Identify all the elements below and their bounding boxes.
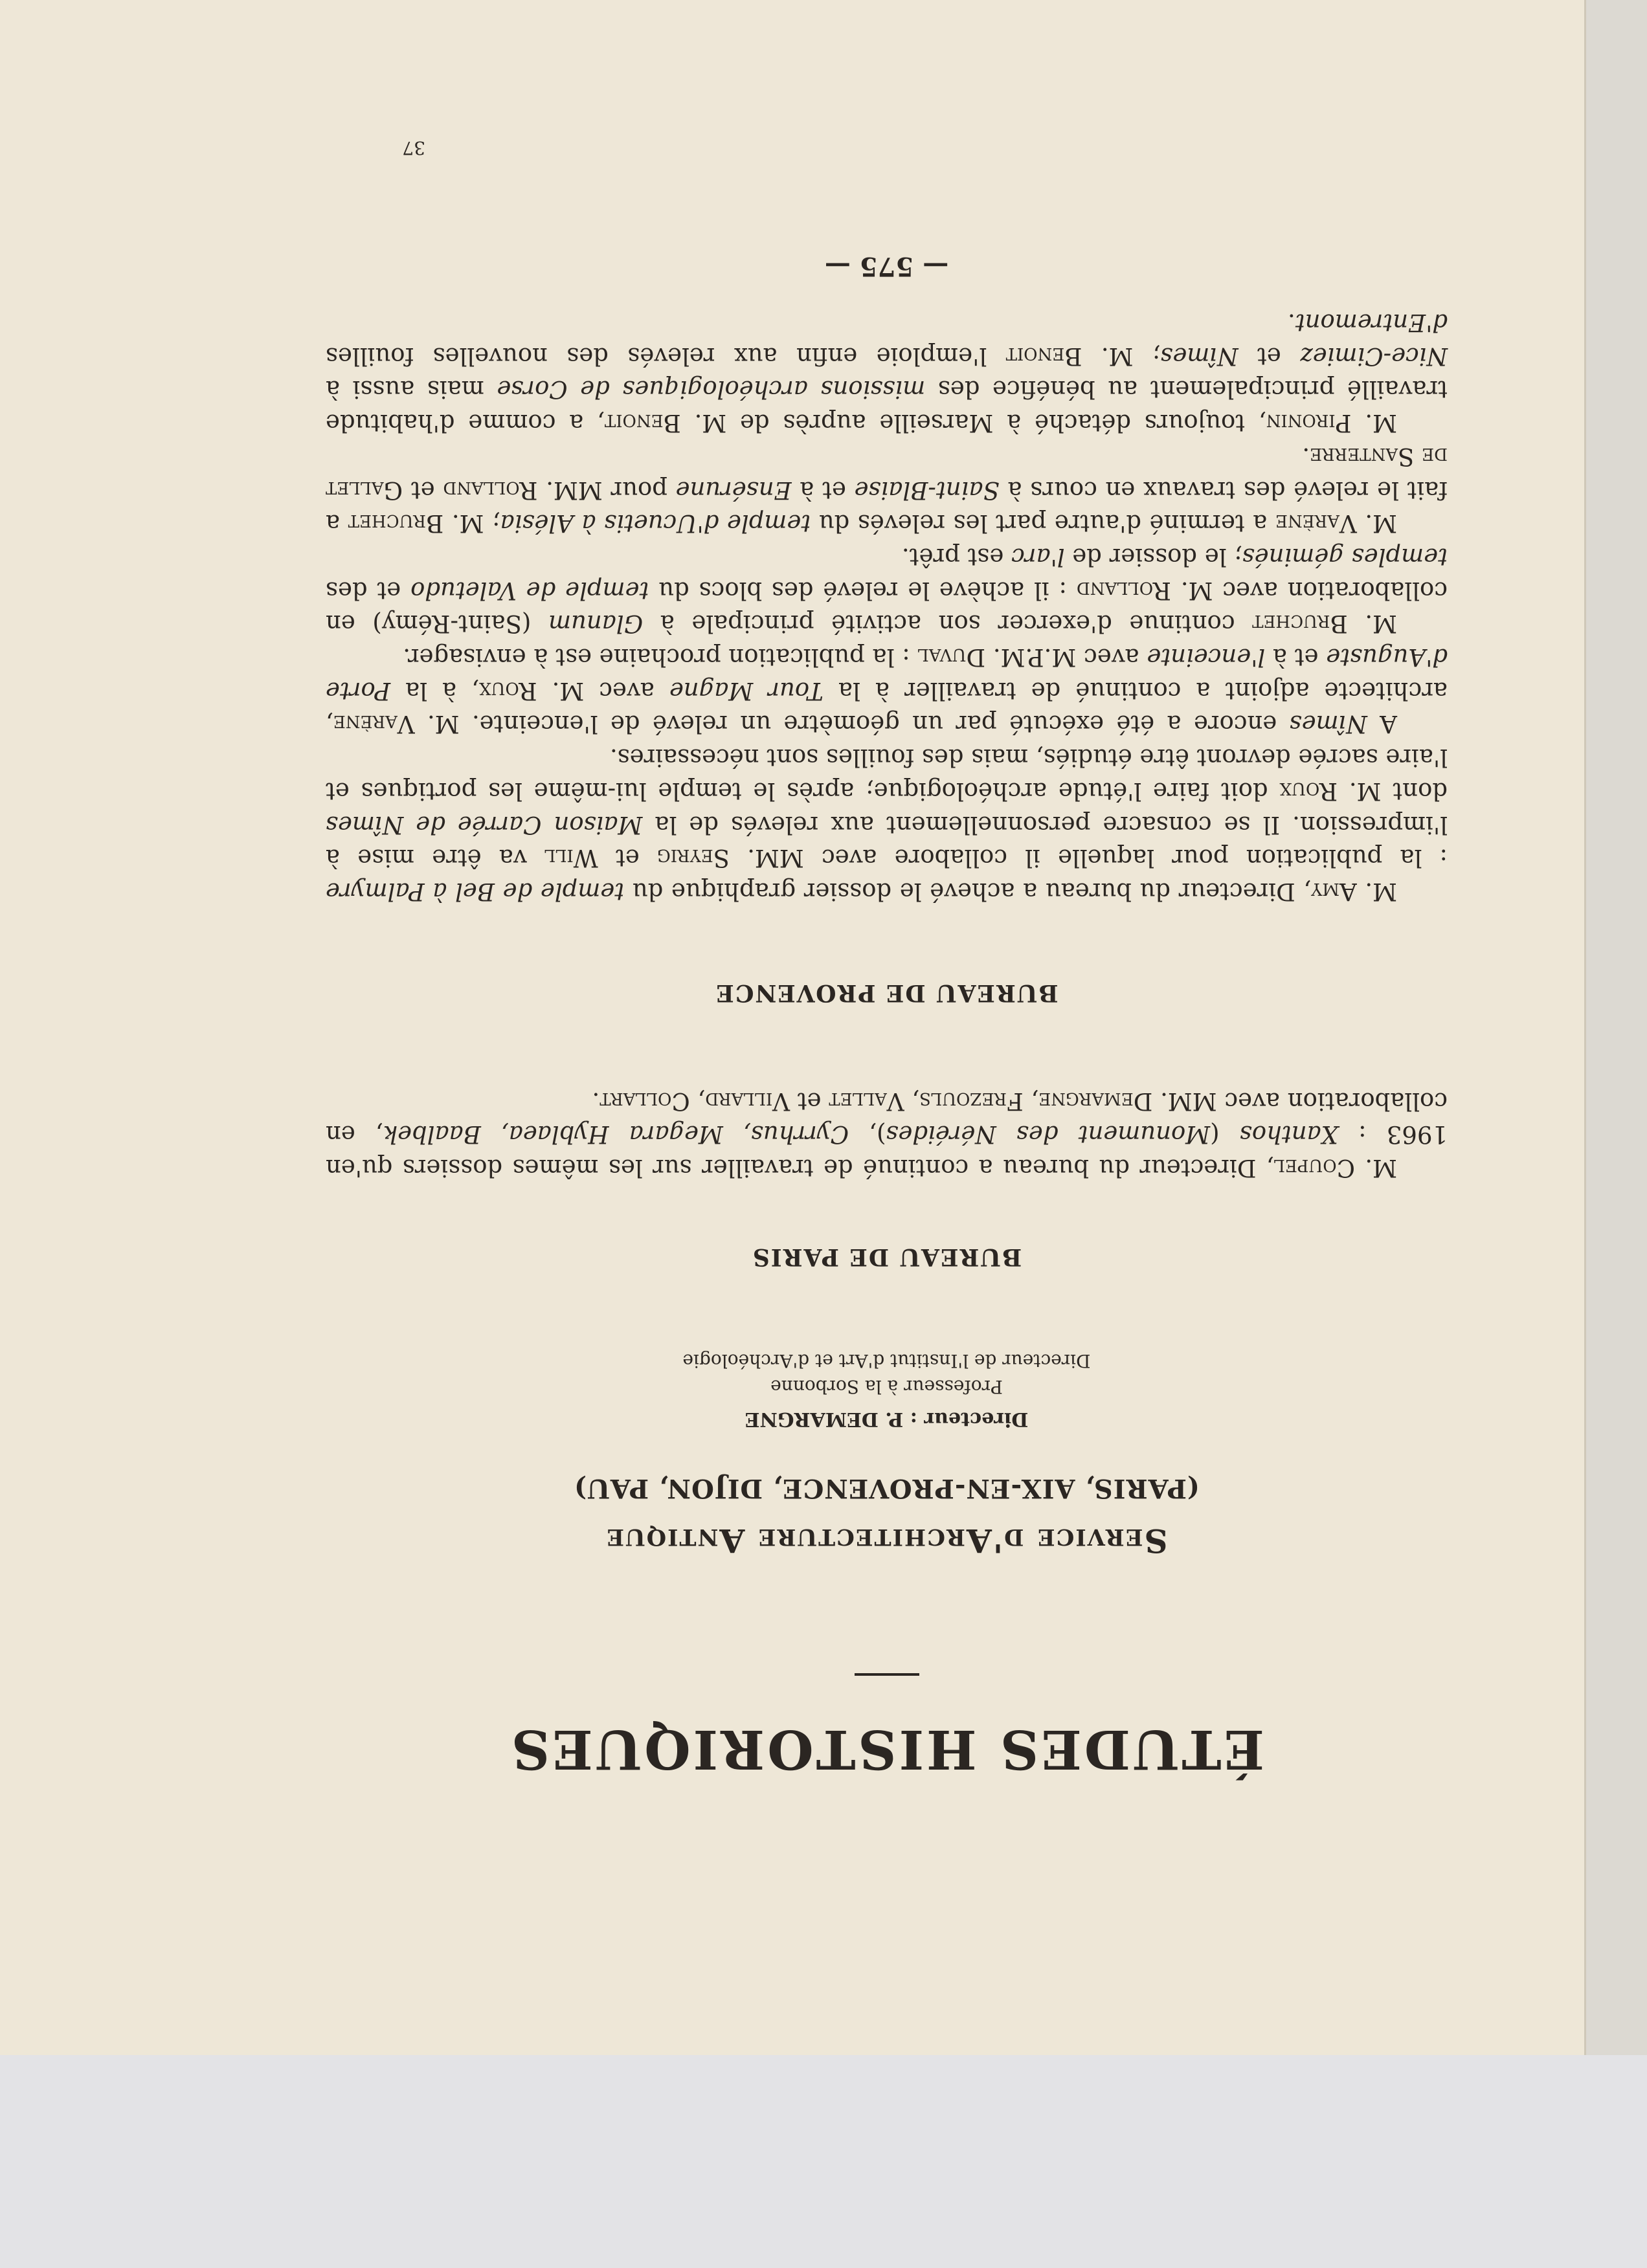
person-name: Will bbox=[544, 844, 598, 873]
person-name: Roux bbox=[1279, 777, 1338, 805]
provence-section bbox=[326, 306, 1448, 908]
text-run: , architecte adjoint a continué de travailler à la bbox=[326, 676, 1448, 739]
text-run: . bbox=[592, 1087, 600, 1115]
site-name: l'arc bbox=[1011, 542, 1065, 571]
site-name: Maison Carrée de Nîmes bbox=[326, 810, 643, 839]
site-name: Porte d'Auguste bbox=[325, 643, 1448, 705]
paragraph bbox=[326, 439, 1448, 540]
person-name: Duval bbox=[917, 643, 986, 672]
scanner-margin bbox=[1584, 0, 1647, 2055]
site-name: temples géminés bbox=[1242, 542, 1448, 571]
text-run: A bbox=[1367, 710, 1397, 739]
person-name: Benoit bbox=[1005, 342, 1082, 370]
text-run: et des bbox=[325, 576, 411, 605]
site-name: Ensérune bbox=[675, 476, 792, 504]
site-name: temple d'Ucuetis à Alésia bbox=[500, 509, 811, 538]
text-run: pour MM. bbox=[537, 476, 676, 504]
site-name: Tour Magne bbox=[669, 676, 824, 705]
text-run: ; M. bbox=[443, 509, 500, 538]
text-run: et à bbox=[791, 476, 855, 504]
text-run: . bbox=[1288, 309, 1295, 337]
person-name: Rolland bbox=[1076, 576, 1171, 605]
title-rule bbox=[855, 1673, 919, 1676]
text-run: l'emploie enfin aux relevés des nouvelles fouilles bbox=[326, 342, 1006, 370]
page-title: ÉTUDES HISTORIQUES bbox=[508, 1718, 1265, 1780]
site-name: Xanthos bbox=[1239, 1120, 1338, 1149]
text-run: M. bbox=[1356, 509, 1397, 538]
site-name: l'enceinte bbox=[1147, 643, 1266, 672]
text-run: est prêt. bbox=[901, 542, 1012, 571]
text-run: , Directeur du bureau a continué de travailler sur les mêmes dossiers qu'en 1963 : bbox=[326, 1120, 1448, 1182]
paragraph bbox=[326, 740, 1448, 908]
text-run: a fait le relevé des travaux en cours à bbox=[326, 476, 1448, 538]
page-number: — 575 — bbox=[824, 251, 949, 282]
site-name: Saint-Blaise bbox=[854, 476, 1000, 504]
text-run: , toujours détaché à Marseille auprès de M. bbox=[680, 409, 1266, 438]
text-run: va être mise à l'impression. Il se consacre personnellement aux relevés de la bbox=[325, 810, 1448, 873]
person-name: Benoit bbox=[604, 409, 681, 438]
text-run: et bbox=[403, 476, 443, 504]
text-run: et à bbox=[1265, 643, 1327, 672]
text-run: : il achève le relevé des blocs du bbox=[649, 576, 1077, 605]
person-name: Bruchet bbox=[1252, 610, 1348, 638]
text-run: mais aussi à bbox=[326, 375, 497, 404]
text-run: avec M.P.M. bbox=[985, 643, 1147, 672]
text-run: dont M. bbox=[1338, 777, 1448, 805]
site-name: Nîmes bbox=[1160, 342, 1238, 370]
text-run: continue d'exercer son activité principale à bbox=[643, 610, 1253, 638]
director-title-1: Professeur à la Sorbonne bbox=[770, 1376, 1003, 1397]
text-run: , à la bbox=[390, 676, 479, 705]
text-run: et bbox=[598, 844, 657, 873]
paragraph bbox=[326, 540, 1448, 640]
text-run: et bbox=[1238, 342, 1301, 370]
site-name: d'Entremont bbox=[1295, 309, 1448, 337]
paris-section bbox=[326, 1084, 1448, 1184]
text-run: M. bbox=[1347, 610, 1397, 638]
service-cities: (PARIS, AIX-EN-PROVENCE, DIJON, PAU) bbox=[574, 1473, 1200, 1504]
person-name: Roux bbox=[478, 676, 537, 705]
text-run: ), bbox=[849, 1120, 886, 1149]
text-run: doit faire l'étude archéologique; après le temple lui-même les portiques et l'aire sacrée devront être étudiés, mais des fouilles sont nécessaires. bbox=[326, 744, 1448, 805]
service-heading: Service d'Architecture Antique bbox=[605, 1522, 1168, 1560]
site-name: missions archéologiques de Corse bbox=[497, 375, 926, 404]
site-name: Cyrrhus, Megara Hyblaea, Baalbek bbox=[383, 1120, 849, 1149]
person-name: Amy bbox=[1311, 878, 1357, 906]
text-run: , a comme d'habitude travaillé principalement au bénéfice des bbox=[326, 375, 1448, 438]
text-run: : la publication pour laquelle il collabore avec MM. bbox=[730, 844, 1448, 873]
person-name: Seyrig bbox=[656, 844, 730, 873]
text-run: . bbox=[1302, 442, 1310, 471]
site-name: Monument des Néréides bbox=[886, 1120, 1211, 1149]
director-title-2: Directeur de l'Institut d'Art et d'Archéologie bbox=[682, 1350, 1091, 1372]
text-run: ; M. bbox=[1082, 342, 1161, 370]
text-run: , en collaboration avec MM. bbox=[326, 1087, 1448, 1149]
person-name: Pironin bbox=[1266, 409, 1352, 438]
text-run: , Directeur du bureau a achevé le dossier graphique du bbox=[624, 878, 1312, 906]
person-name: Gallet de Santerre bbox=[325, 442, 1448, 504]
person-name: Demargne, Frezouls, Vallet bbox=[829, 1087, 1153, 1115]
text-run: avec M. bbox=[537, 676, 669, 705]
person-name: Varène bbox=[1275, 509, 1357, 538]
text-run: : la publication prochaine est à envisager. bbox=[403, 643, 918, 672]
text-run: ; le dossier de bbox=[1064, 542, 1242, 571]
text-run: encore a été exécuté par un géomètre un relevé de l'enceinte. M. bbox=[414, 710, 1290, 739]
paragraph bbox=[326, 640, 1448, 740]
text-run: ( bbox=[1210, 1120, 1240, 1149]
paragraph bbox=[326, 306, 1448, 439]
person-name: Bruchet bbox=[348, 509, 444, 538]
person-name: Varène bbox=[333, 710, 415, 739]
text-run: (Saint-Rémy) en collaboration avec M. bbox=[326, 576, 1448, 638]
paragraph bbox=[326, 1084, 1448, 1184]
text-run: a terminé d'autre part les relevés du bbox=[811, 509, 1275, 538]
site-name: Nîmes bbox=[1289, 710, 1367, 739]
person-name: Coupel bbox=[1273, 1154, 1355, 1182]
site-name: Nice-Cimiez bbox=[1300, 342, 1448, 370]
folio-number: 37 bbox=[402, 137, 425, 159]
site-name: Glanum bbox=[548, 610, 644, 638]
person-name: Rolland bbox=[443, 476, 538, 504]
text-run: M. bbox=[1356, 878, 1397, 906]
text-run: M. bbox=[1354, 1154, 1397, 1182]
site-name: temple de Valetudo bbox=[410, 576, 649, 605]
director-line: Directeur : P. DEMARGNE bbox=[745, 1408, 1029, 1430]
site-name: temple de Bel à Palmyre bbox=[326, 878, 625, 906]
person-name: Villard, Collart bbox=[599, 1087, 790, 1115]
bureau-paris-heading: BUREAU DE PARIS bbox=[751, 1243, 1022, 1271]
text-run: M. bbox=[1351, 409, 1397, 438]
bureau-provence-heading: BUREAU DE PROVENCE bbox=[715, 979, 1059, 1006]
text-run: et bbox=[789, 1087, 829, 1115]
